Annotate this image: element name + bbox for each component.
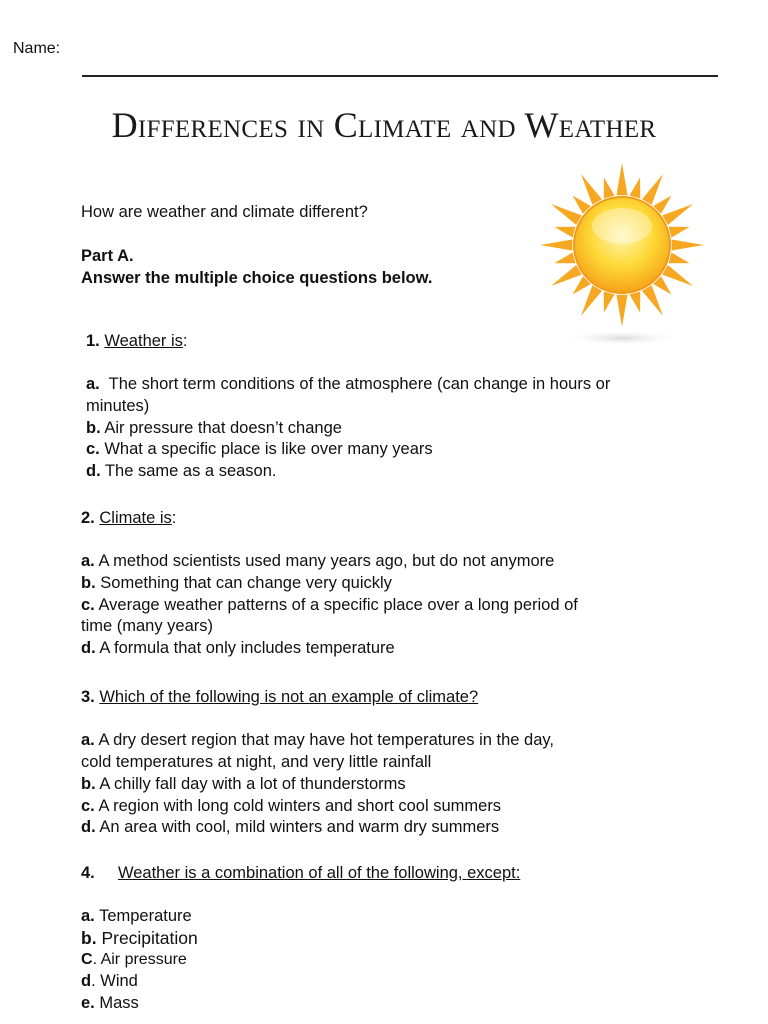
option-1c (86, 438, 433, 460)
option-1b (86, 417, 342, 439)
question-number: 1. (86, 332, 100, 350)
sun-icon (527, 160, 717, 350)
question-number: 4. (81, 864, 95, 882)
option-letter: a. (81, 731, 95, 749)
option-4c (81, 949, 187, 971)
question-number: 2. (81, 509, 95, 527)
option-2c (81, 594, 578, 616)
option-letter: c. (86, 440, 100, 458)
option-3a-cont: cold temperatures at night, and very little rainfall (81, 753, 432, 771)
option-text: . Wind (91, 972, 138, 990)
sun-ray (554, 227, 575, 238)
sun-ray (616, 163, 627, 195)
option-4b (81, 927, 198, 949)
option-letter: C (81, 951, 93, 968)
name-blank-line (82, 75, 718, 77)
option-text: The short term conditions of the atmosphere (can change in hours or (108, 375, 611, 393)
sun-ray (540, 239, 572, 250)
option-letter: b. (81, 775, 96, 793)
question-number: 3. (81, 688, 95, 706)
question-2-heading (81, 507, 176, 529)
option-text: A chilly fall day with a lot of thunderstorms (99, 775, 406, 793)
option-3c (81, 795, 501, 817)
question-3-heading (81, 686, 478, 708)
option-text: Average weather patterns of a specific place over a long period of (98, 596, 578, 614)
sun-ray (642, 174, 663, 205)
option-letter: b. (81, 574, 96, 592)
option-text: A formula that only includes temperature (99, 639, 395, 657)
option-letter: d. (86, 462, 101, 480)
question-prompt: Weather is (104, 332, 183, 350)
sun-ray (629, 177, 640, 198)
sun-ray (672, 239, 704, 250)
option-3b (81, 773, 406, 795)
question-suffix: : (171, 509, 177, 527)
option-2b (81, 572, 392, 594)
option-4e (81, 992, 139, 1014)
question-1-heading (86, 330, 188, 352)
option-letter: c. (81, 797, 95, 815)
part-label: Part A. (81, 247, 134, 265)
option-4d (81, 970, 138, 992)
option-1d (86, 460, 276, 482)
question-prompt: Which of the following is not an example of climate? (99, 688, 479, 706)
sun-ray (554, 252, 575, 263)
option-letter: a. (81, 907, 95, 925)
sun-ray (551, 265, 582, 286)
question-prompt: Weather is a combination of all of the following, except: (117, 864, 521, 882)
option-1a-cont: minutes) (86, 397, 150, 415)
sun-ray (669, 252, 690, 263)
option-text: A dry desert region that may have hot temperatures in the day, (98, 731, 554, 749)
sun-ray (581, 285, 602, 316)
question-prompt: Climate is (99, 509, 172, 527)
option-letter: d. (81, 639, 96, 657)
sun-ray (669, 227, 690, 238)
option-2d (81, 637, 395, 659)
option-3d (81, 816, 499, 838)
option-letter: d (81, 972, 92, 990)
sun-ray (642, 285, 663, 316)
option-letter: b. (81, 928, 97, 948)
sun-ray (551, 204, 582, 225)
sun-ray (629, 292, 640, 313)
worksheet-title: Differences in Climate and Weather (111, 105, 657, 145)
sun-ray (604, 177, 615, 198)
option-letter: d. (81, 818, 96, 836)
question-4-heading (81, 862, 520, 884)
option-4a (81, 905, 192, 927)
option-letter: c. (81, 596, 95, 614)
option-letter: b. (86, 419, 101, 437)
option-text: Something that can change very quickly (100, 574, 392, 592)
option-2c-cont: time (many years) (81, 617, 214, 635)
option-text: An area with cool, mild winters and warm dry summers (99, 818, 500, 836)
option-text: Mass (99, 994, 139, 1012)
option-text: What a specific place is like over many years (104, 440, 433, 458)
sun-ray (616, 295, 627, 327)
option-3a (81, 729, 554, 751)
option-1a (86, 373, 610, 395)
option-text: A region with long cold winters and short cool summers (98, 797, 502, 815)
sun-ray (662, 265, 693, 286)
option-text: Air pressure that doesn’t change (104, 419, 342, 437)
question-suffix: : (182, 332, 188, 350)
option-2a (81, 550, 554, 572)
sun-ray (581, 174, 602, 205)
instructions: Answer the multiple choice questions below. (81, 269, 433, 287)
option-letter: a. (86, 375, 100, 393)
option-text: Temperature (99, 907, 192, 925)
option-letter: a. (81, 552, 95, 570)
option-text: . Air pressure (92, 951, 187, 968)
intro-question: How are weather and climate different? (81, 203, 368, 221)
sun-ray (662, 204, 693, 225)
name-label: Name: (13, 40, 61, 57)
sun-ray (604, 292, 615, 313)
option-letter: e. (81, 994, 95, 1012)
option-text: The same as a season. (104, 462, 277, 480)
option-text: A method scientists used many years ago, but do not anymore (98, 552, 555, 570)
option-text: Precipitation (101, 928, 198, 948)
